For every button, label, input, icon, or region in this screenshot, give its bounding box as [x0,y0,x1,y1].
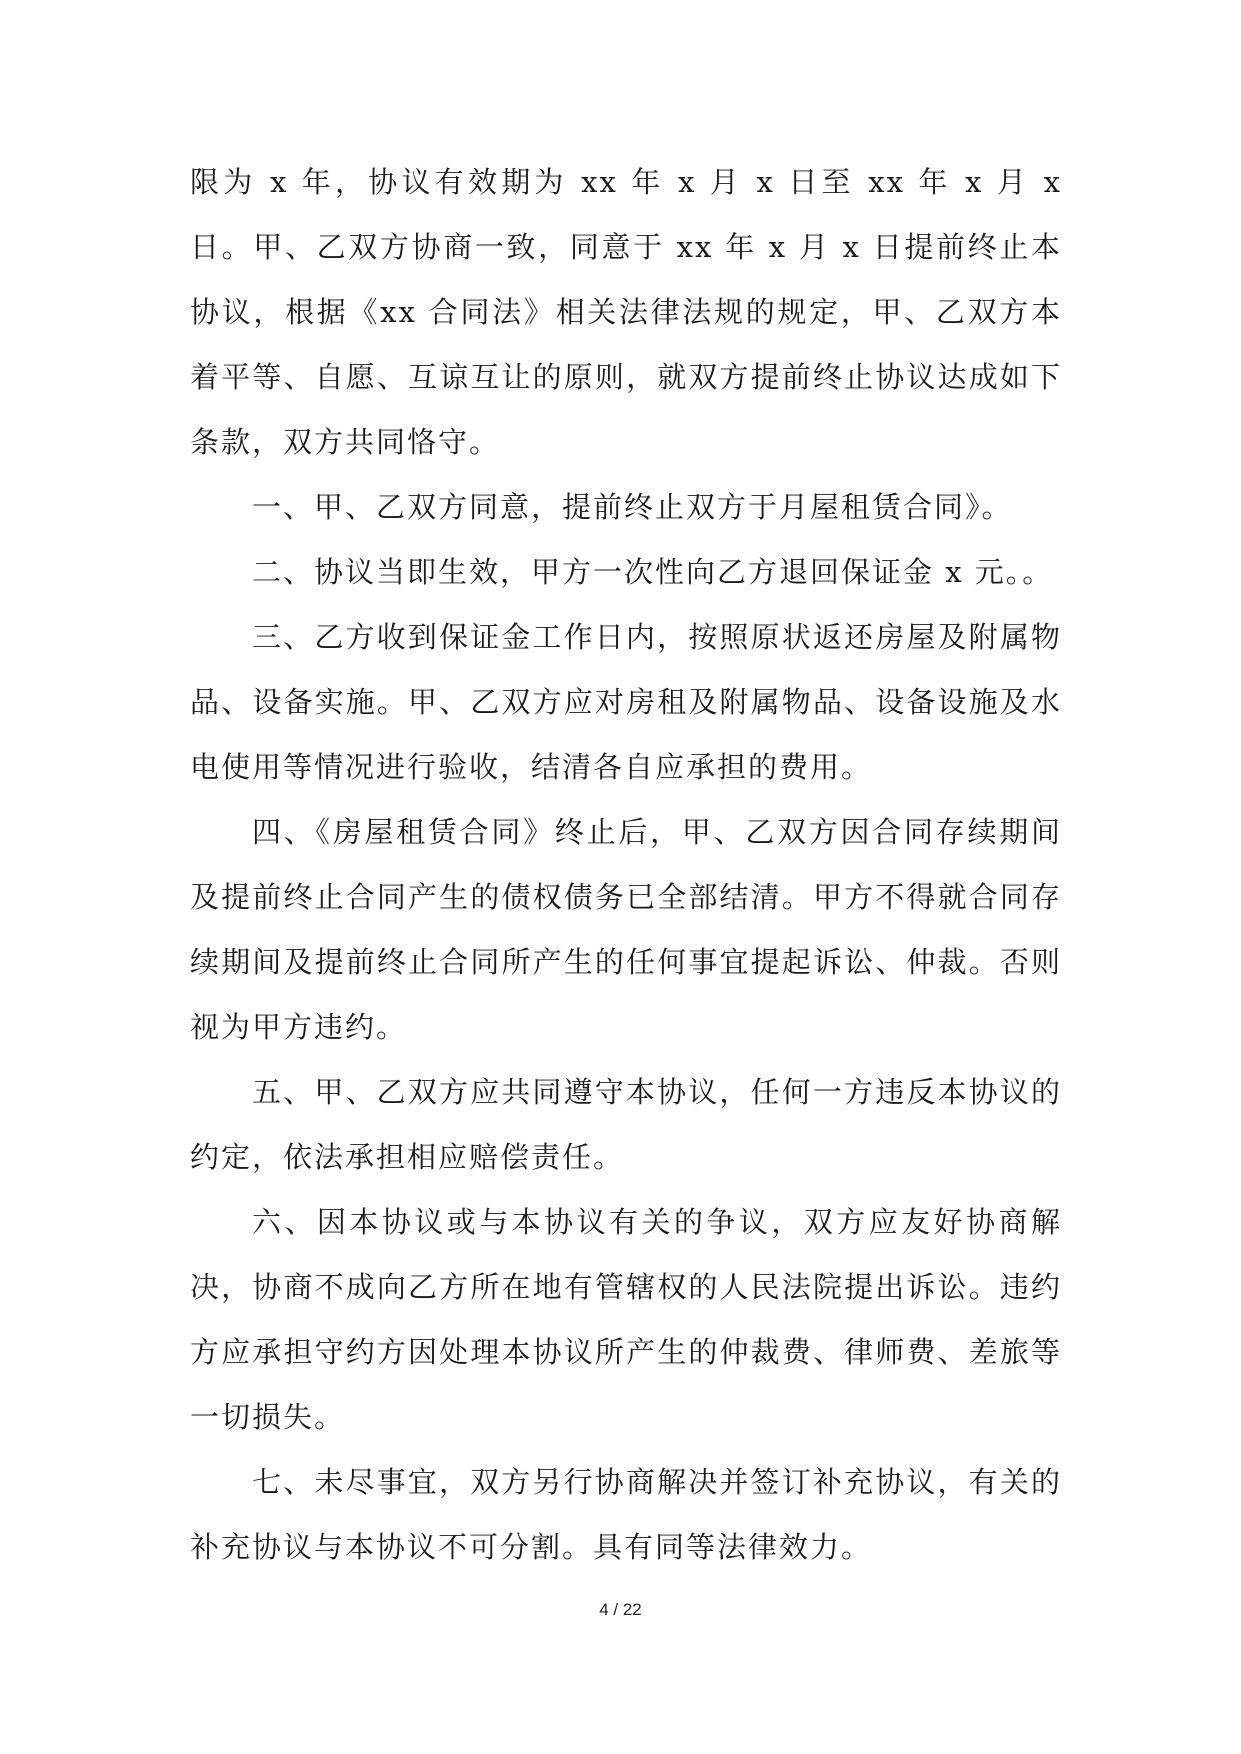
clause-5: 五、甲、乙双方应共同遵守本协议，任何一方违反本协议的约定，依法承担相应赔偿责任。 [190,1075,1062,1174]
clause-2: 二、协议当即生效，甲方一次性向乙方退回保证金 x 元。。 [252,555,1054,589]
clause-4: 四、《房屋租赁合同》终止后，甲、乙双方因合同存续期间及提前终止合同产生的债权债务已全部结清。甲方不得就合同存续期间及提前终止合同所产生的任何事宜提起诉讼、仲裁。否则视为甲方违约。 [190,815,1062,1044]
clause-3: 三、乙方收到保证金工作日内，按照原状返还房屋及附属物品、设备实施。甲、乙双方应对房租及附属物品、设备设施及水电使用等情况进行验收，结清各自应承担的费用。 [190,620,1062,784]
clause-6: 六、因本协议或与本协议有关的争议，双方应友好协商解决，协商不成向乙方所在地有管辖权的人民法院提出诉讼。违约方应承担守约方因处理本协议所产生的仲裁费、律师费、差旅等一切损失。 [190,1205,1062,1434]
paragraph-continuation: 限为 x 年，协议有效期为 xx 年 x 月 x 日至 xx 年 x 月 x 日。甲、乙双方协商一致，同意于 xx 年 x 月 x 日提前终止本协议，根据《xx 合同法》相关法律法规的规定，甲、乙双方本着平等、自愿、互谅互让的原则，就双方提前终止协议达成如下条款，双方共同恪守。 [190,165,1062,459]
clause-1: 一、甲、乙双方同意，提前终止双方于月屋租赁合同》。 [252,490,1013,524]
clause-7: 七、未尽事宜，双方另行协商解决并签订补充协议，有关的补充协议与本协议不可分割。具有同等法律效力。 [190,1465,1062,1564]
document-body [190,150,1062,1580]
page-number: 4 / 22 [599,1600,642,1619]
